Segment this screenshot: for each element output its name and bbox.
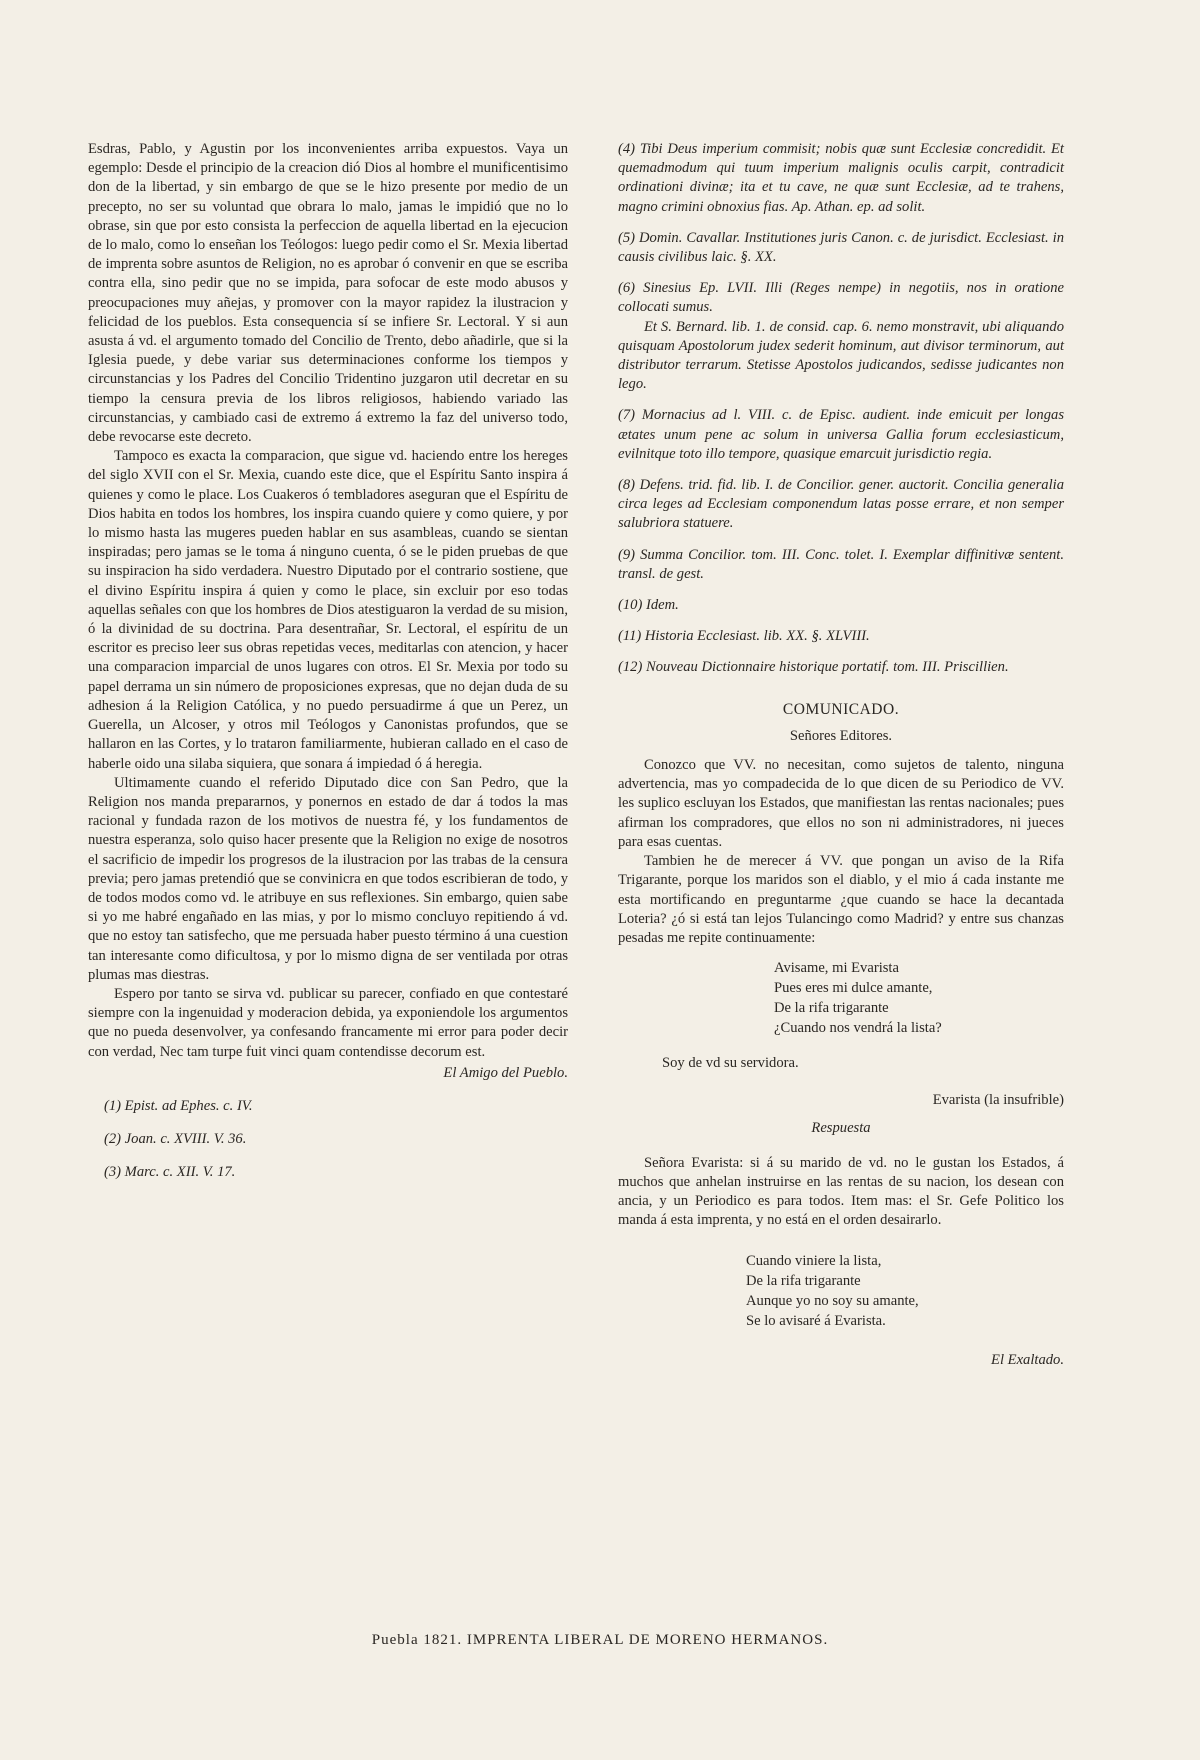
response-paragraph: Señora Evarista: si á su marido de vd. no le gustan los Estados, á muchos que anhelan instruirse en las rentas de su nacion, los desean con ancia, y un Periodico es para todos. Item mas: el Sr. Gefe Politico los manda á esta imprenta, y no está en el orden desairarlo. — [618, 1154, 1064, 1229]
imprint-footer: Puebla 1821. IMPRENTA LIBERAL DE MORENO HERMANOS. — [371, 1632, 829, 1648]
salutation: Señores Editores. — [789, 727, 893, 744]
footnote: (3) Marc. c. XII. V. 17. — [104, 1164, 236, 1181]
body-paragraph: Tampoco es exacta la comparacion, que sigue vd. haciendo entre los hereges del siglo XVII con el Sr. Mexia, cuando este dice, que el Espíritu Santo inspira á quienes y como le place. Los Cuakeros ó tembladores aseguran que el Espíritu de Dios habita en todos los hombres, los inspira cuando quiere y como quiere, y por lo mismo hasta las mugeres pueden hablar en sus asambleas, cuando se sientan inspiradas; pero jamas se le toma á ninguno cuenta, ó se le piden pruebas de que su inspiracion ha sido verdadera. Nuestro Diputado por el contrario sostiene, que el divino Espíritu inspira á quien y como le place, sin excluir por eso todas aquellas señales con que los hombres de Dios atestiguaron la verdad de su mision, ó la divinidad de su doctrina. Para desentrañar, Sr. Lectoral, el espíritu de un escritor es preciso leer sus obras repetidas veces, meditarlas con atencion, y hacer una comparacion imparcial de unos lugares con otros. El Sr. Mexia por todo su papel derrama un sin número de proposiciones expresas, que no dejan duda de su adhesion á la Religion Católica, y no puedo persuadirme á que un Perez, un Guerella, un Alcoser, y otros mil Teólogos y Canonistas profundos, que se hallaron en las Cortes, y lo trataron familiarmente, hubieran callado en el caso de haberle oido una silaba siquiera, que sonara á impiedad ó á heregia. — [88, 448, 568, 772]
footnote: (2) Joan. c. XVIII. V. 36. — [104, 1131, 247, 1148]
response-verse-block — [618, 1251, 1064, 1331]
body-paragraph: Esdras, Pablo, y Agustin por los inconvenientes arriba expuestos. Vaya un egemplo: Desde el principio de la creacion dió Dios al hombre el munificentisimo don de la libertad, y sin embargo de que se le hizo presente por medio de un precepto, no ser su voluntad que obrara lo malo, jamas le impidió que no lo obrase, sin que por esto consista la perfeccion de aquella libertad en la ejecucion de lo malo, como lo enseñan los Teólogos: luego pedir como el Sr. Mexia libertad de imprenta sobre asuntos de Religion, no es aprobar ó convenir en que se escriba contra ella, sino pedir que no se impida, para sofocar de este modo abusos y preocupaciones muy añejas, y promover con la mayor rapidez la ilustracion y felicidad de los pueblos. Esta consequencia sí se infiere Sr. Lectoral. Y si aun asusta á vd. el argumento tomado del Concilio de Trento, debo añadirle, que si la Iglesia puede, y debe variar sus determinaciones conforme los tiempos y circunstancias y los Padres del Concilio Tridentino juzgaron util decretar en su tiempo la censura previa de los libros religiosos, habiendo variado las circunstancias, y cambiado casi de extremo á extremo la faz del universo todo, debe revocarse este decreto. — [88, 141, 568, 446]
left-column — [88, 140, 568, 1183]
verse-line: Aunque yo no soy su amante, — [746, 1292, 919, 1309]
response-signature: El Exaltado. — [991, 1351, 1064, 1368]
verse-line: Se lo avisaré á Evarista. — [746, 1312, 886, 1329]
verse-line: ¿Cuando nos vendrá la lista? — [774, 1020, 942, 1037]
footnote: (7) Mornacius ad l. VIII. c. de Episc. audient. inde emicuit per longas ætates unum pene ac solum in universa Gallia forum ecclesiasticum, evilnitque toto illo tempore, quasique emarcuit jurisdictio regia. — [618, 407, 1064, 462]
footnote: (4) Tibi Deus imperium commisit; nobis quæ sunt Ecclesiæ concredidit. Et quemadmodum qui tuum imperium malignis oculis carpit, contradicit ordinationi divinæ; ita et tu cave, ne quæ sunt Ecclesiæ, ad te trahens, magno crimini obnoxius fias. Ap. Athan. ep. ad solit. — [618, 141, 1064, 215]
footnote: (12) Nouveau Dictionnaire historique portatif. tom. III. Priscillien. — [618, 659, 1009, 676]
verse-line: Avisame, mi Evarista — [774, 960, 899, 977]
footnote: (10) Idem. — [618, 597, 679, 614]
footnote: (5) Domin. Cavallar. Institutiones juris Canon. c. de jurisdict. Ecclesiast. in causis civilibus laic. §. XX. — [618, 229, 1064, 266]
footnote: (1) Epist. ad Ephes. c. IV. — [104, 1097, 253, 1114]
footnote: (6) Sinesius Ep. LVII. Illi (Reges nempe) in negotiis, nos in oratione collocati sumus. — [618, 280, 1064, 316]
body-paragraph: Ultimamente cuando el referido Diputado dice con San Pedro, que la Religion nos manda prepararnos, y ponernos en estado de dar á todos la mas racional y fundada razon de los motivos de nuestra fé, y los fundamentos de nuestra esperanza, solo quiso hacer presente que la Religion no exige de nosotros el sacrificio de impedir los progresos de la ilustracion por las trabas de la censura previa; pero jamas pretendió que se convinicra en que todos escribieran de todo, y de todos modos como vd. le atribuye en sus reflexiones. Sin embargo, quien sabe si yo me habré engañado en las mias, y por lo mismo concluyo repitiendo á vd. que no estoy tan satisfecho, que me persuada haber puesto término á una cuestion tan interesante como dificultosa, y por lo mismo digna de ser ventilada por otras plumas mas diestras. — [88, 774, 568, 983]
letter-paragraph: Conozco que VV. no necesitan, como sujetos de talento, ninguna advertencia, mas yo compadecida de lo que dicen de su Periodico de VV. les suplico escluyan los Estados, que manifiestan las rentas nacionales; pues afirman los compradores, que ellos no son ni administradores, ni jueces para esas cuentas. — [618, 757, 1064, 850]
verse-line: De la rifa trigarante — [746, 1272, 861, 1289]
letter-closing: Soy de vd su servidora. — [662, 1055, 799, 1072]
response-title: Respuesta — [811, 1119, 871, 1136]
footnote: (9) Summa Concilior. tom. III. Conc. tolet. I. Exemplar diffinitivæ sentent. transl. de gest. — [618, 546, 1064, 582]
verse-line: De la rifa trigarante — [774, 1000, 889, 1017]
author-signature: El Amigo del Pueblo. — [443, 1064, 568, 1081]
verse-block — [618, 958, 1064, 1038]
footnote: (11) Historia Ecclesiast. lib. XX. §. XLVIII. — [618, 628, 870, 645]
body-paragraph: Espero por tanto se sirva vd. publicar su parecer, confiado en que contestaré siempre con la ingenuidad y moderacion debida, ya exponiendole los argumentos que no pueda desenvolver, ya confesando francamente mi error para poder decir con verdad, Nec tam turpe fuit vinci quam contendisse decorum est. — [88, 985, 568, 1060]
verse-line: Pues eres mi dulce amante, — [774, 980, 933, 997]
verse-line: Cuando viniere la lista, — [746, 1252, 882, 1269]
right-column — [618, 140, 1064, 1370]
letter-signature: Evarista (la insufrible) — [932, 1092, 1064, 1109]
footnote-continuation: Et S. Bernard. lib. 1. de consid. cap. 6. nemo monstravit, ubi aliquando quisquam Apostolorum judex sederit hominum, aut divisor terminorum, aut distributor terrarum. Stetisse Apostolos judicandos, sedisse judicantes non lego. — [618, 318, 1064, 393]
section-title: COMUNICADO. — [782, 700, 900, 718]
footnote: (8) Defens. trid. fid. lib. I. de Concilior. gener. auctorit. Concilia generalia circa leges ad Ecclesiam componendum latas posse errare, et non semper salubriora statuere. — [618, 477, 1064, 532]
letter-paragraph: Tambien he de merecer á VV. que pongan un aviso de la Rifa Trigarante, porque los maridos son el diablo, y el mio á cada instante me esta mortificando en preguntarme ¿que cuando se hace la decantada Loteria? ¿ó si está tan lejos Tulancingo como Madrid? y entre sus chanzas pesadas me repite continuamente: — [618, 853, 1064, 946]
